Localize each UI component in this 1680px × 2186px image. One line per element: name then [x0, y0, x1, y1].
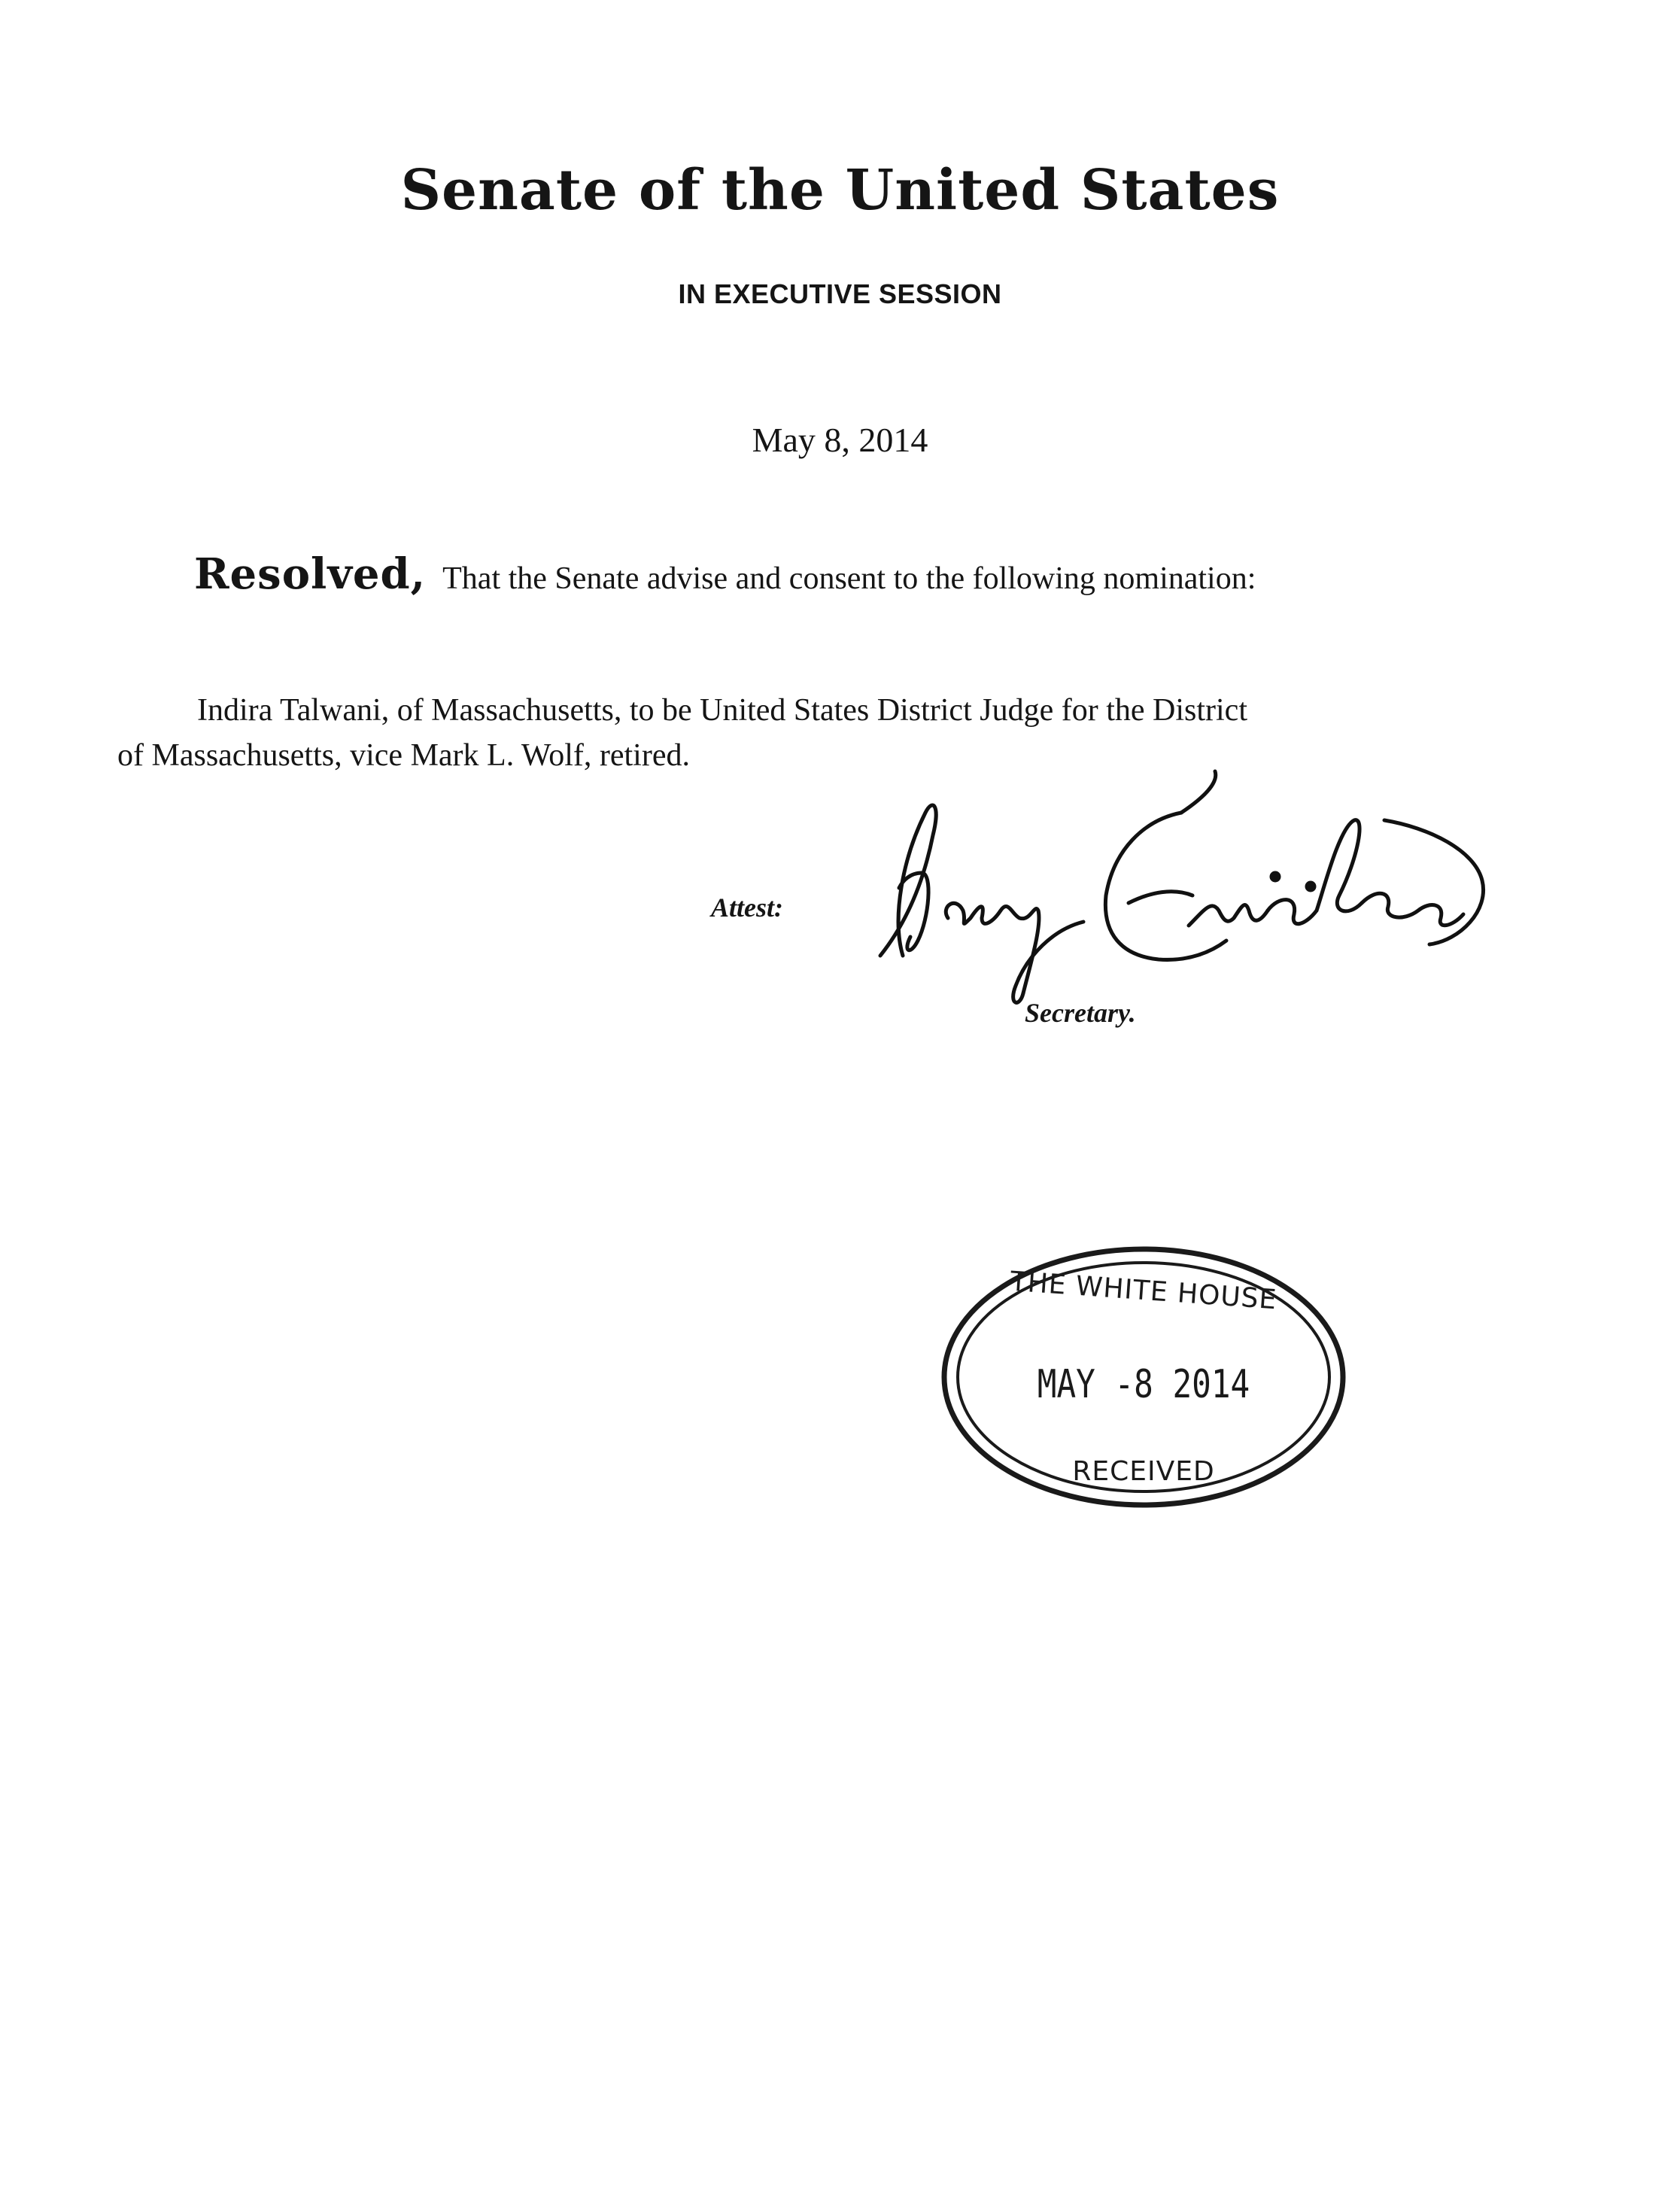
- resolution-line: [194, 549, 1256, 599]
- nomination-line-1: Indira Talwani, of Massachusetts, to be United States District Judge for the District: [197, 693, 1247, 728]
- attest-label: Attest:: [711, 892, 783, 923]
- resolution-text: That the Senate advise and consent to the following nomination:: [442, 561, 1256, 596]
- stamp-top-text: THE WHITE HOUSE: [1009, 1266, 1278, 1316]
- nomination-line-2: of Massachusetts, vice Mark L. Wolf, retired.: [117, 738, 690, 773]
- resolved-word: Resolved,: [194, 549, 427, 599]
- secretary-label: Secretary.: [1025, 998, 1136, 1028]
- stamp-bottom-text: RECEIVED: [1072, 1456, 1215, 1487]
- handwritten-signature: [858, 768, 1520, 1016]
- stamp-date: MAY -8 2014: [1037, 1362, 1250, 1407]
- document-date: May 8, 2014: [752, 421, 928, 459]
- session-label: IN EXECUTIVE SESSION: [678, 278, 1002, 309]
- document-heading: Senate of the United States: [400, 158, 1280, 223]
